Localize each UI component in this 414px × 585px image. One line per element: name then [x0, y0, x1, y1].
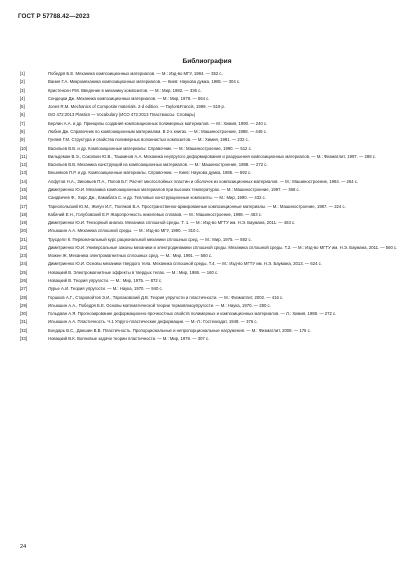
reference-text: Ильюшин А.А., Победря Б.Е. Основы математической теории термовязкоупругости. — М.: Наука, 1970. — 280 с. — [48, 302, 271, 308]
reference-number: [5] — [20, 104, 25, 110]
reference-item — [20, 220, 398, 226]
reference-list — [20, 71, 398, 344]
reference-number: [8] — [20, 128, 25, 134]
reference-text: ISO 472:2013 Plastics — Vocabulary (ИСО 472:2013 Пластмассы. Словарь) — [48, 112, 196, 118]
bibliography-title: Библиография — [182, 58, 232, 65]
reference-number: [15] — [20, 186, 28, 192]
reference-item — [20, 270, 398, 276]
reference-item — [20, 179, 398, 185]
reference-number: [30] — [20, 311, 28, 317]
reference-text: Победря Б.Е. Механика композиционных материалов. — М.: Изд-во МГУ, 1984. — 352 с. — [48, 71, 223, 76]
reference-item — [20, 245, 398, 251]
reference-item — [20, 278, 398, 284]
reference-text: Новацкий В. Теория упругости. — М.: Мир, 1975. — 872 с. — [48, 278, 163, 284]
reference-text: Лурье А.И. Теория упругости. — М.: Наука, 1970. — 940 с. — [48, 286, 163, 292]
reference-text: Новацкий В.К. Волновые задачи теории пластичности. — М.: Мир, 1978. — 307 с. — [48, 336, 210, 341]
reference-number: [23] — [20, 253, 28, 259]
reference-item — [20, 88, 398, 94]
reference-item — [20, 328, 398, 334]
reference-item — [20, 237, 398, 243]
reference-number: [16] — [20, 195, 28, 201]
reference-text: Гольдман А.Я. Прогнозирование деформационно-прочностных свойств полимерных и композиционных материалов. — Л.: Химия, 1988. — 272 с. — [48, 311, 337, 317]
reference-number: [29] — [20, 302, 28, 308]
reference-number: [18] — [20, 211, 28, 217]
reference-item — [20, 170, 398, 176]
reference-text: Ильюшин А.А. Пластичность. Ч.1 Упруго-пластические деформации. — М.-Л.: Гостехиздат, 1948. — 376 с. — [48, 319, 258, 325]
reference-text: Берлин А.А. и др. Принципы создания композиционных полимерных материалов. — М.: Химия, 1990. — 240 с. — [48, 120, 268, 126]
reference-item — [20, 96, 398, 102]
reference-number: [22] — [20, 244, 28, 250]
reference-text: Тарнопольский Ю.М., Жигун И.Г., Поляков В.А. Пространственно-армированные композиционные материалы. — М.: Машиностроение, 1987. — 224 с. — [48, 203, 346, 209]
reference-item — [20, 311, 398, 317]
reference-number: [26] — [20, 278, 28, 284]
reference-number: [2] — [20, 79, 25, 85]
reference-number: [10] — [20, 145, 28, 151]
reference-item — [20, 187, 398, 193]
reference-text: Трусделл К. Первоначальный курс рациональной механики сплошных сред. — М.: Мир, 1975. — 592 с. — [48, 236, 252, 242]
reference-number: [17] — [20, 203, 28, 209]
reference-text: Можен Ж. Механика электромагнитных сплошных сред. — М.: Мир, 1991. — 560 с. — [48, 253, 213, 259]
reference-number: [1] — [20, 71, 25, 76]
reference-item — [20, 253, 398, 259]
reference-item — [20, 195, 398, 201]
reference-number: [32] — [20, 327, 28, 333]
reference-text: Новацкий В. Электромагнитные эффекты в твердых телах. — М.: Мир, 1986. — 160 с. — [48, 269, 219, 275]
reference-text: Васильев В.В. Механика конструкций из композиционных материалов. — М.: Машиностроение, 1988. — 272 с. — [48, 162, 268, 168]
reference-text: Димитриенко Ю.И. Универсальные законы механики и электродинамики сплошной среды. Механика сплошной среды. Т.2. — М.: Изд-во МГТУ им. Н.Э. Баумана, 2011. — 560 с. — [48, 244, 398, 250]
reference-number: [25] — [20, 269, 28, 275]
page-number: 24 — [20, 544, 27, 550]
reference-text: Любин Дж. Справочник по композиционным материалам. В 2-х книгах. — М.: Машиностроение, 1988. — 448 с. — [48, 128, 268, 134]
reference-text: Кабачий Е.Н., Голубовский Е.Р. Жаропрочность никелевых сплавов. — М.: Машиностроение, 1998. — 463 с. — [48, 211, 263, 217]
reference-number: [3] — [20, 87, 25, 93]
reference-number: [31] — [20, 319, 28, 325]
reference-item — [20, 79, 398, 85]
reference-text: Бондарь В.С., Даншин В.В. Пластичность. Пропорциональные и непропорциональные нагружения. — М.: Физматлит, 2008. — 176 с. — [48, 327, 311, 333]
reference-item — [20, 204, 398, 210]
reference-text: Кристенсен Р.М. Введение в механику композитов. — М.: Мир, 1982. — 336 с. — [48, 87, 202, 93]
reference-item — [20, 295, 398, 301]
reference-text: Ванин Г.А. Микромеханика композиционных материалов. — Киев: Наукова думка, 1985. — 304 с. — [48, 79, 241, 85]
standard-header: ГОСТ Р 57788.42—2023 — [18, 13, 90, 20]
reference-item — [20, 212, 398, 218]
reference-item — [20, 303, 398, 309]
reference-number: [14] — [20, 178, 28, 184]
reference-text: Горшков А.Г., Старовойтов Э.И., Тарлаковский Д.В. Теория упругости и пластичности. — М.: Физматлит, 2002. — 416 с. — [48, 294, 284, 300]
reference-text: Вешняков П.Р. и др. Композиционные материалы. Справочник. — Киев: Наукова думка, 1985. — 592 с. — [48, 170, 252, 176]
reference-item — [20, 228, 398, 234]
reference-item — [20, 71, 398, 77]
reference-number: [6] — [20, 112, 25, 118]
reference-item — [20, 154, 398, 160]
reference-number: [19] — [20, 220, 28, 226]
reference-item — [20, 336, 398, 342]
reference-text: Сандвичев Ф., Хирс Дж., Камабата С. и др. Тепловые конструкционные композиты. — М.: Мир, 1990. — 432 с. — [48, 195, 266, 201]
reference-text: Вильдеман В.Э., Соколкин Ю.В., Ташкинов А.А. Механика неупругого деформирования и разрушения композиционных материалов. — М.: Физматлит, 1997. — 288 с. — [48, 153, 377, 159]
reference-number: [12] — [20, 162, 28, 168]
reference-text: Гуняев Г.М. Структура и свойства полимерных волокнистых композитов. — М.: Химия, 1981. — 232 с. — [48, 137, 249, 143]
reference-item — [20, 104, 398, 110]
reference-number: [4] — [20, 95, 25, 101]
reference-number: [28] — [20, 294, 28, 300]
reference-text: Алфутов Н.А., Зиновьев П.А., Попов Б.Г. Расчет многослойных пластин и оболочек из композиционных материалов. — М.: Машиностроение, 1984. — 264 с. — [48, 178, 359, 184]
reference-item — [20, 261, 398, 267]
reference-number: [33] — [20, 336, 28, 341]
reference-item — [20, 146, 398, 152]
reference-item — [20, 286, 398, 292]
reference-number: [13] — [20, 170, 28, 176]
reference-item — [20, 162, 398, 168]
reference-text: Димитриенко Ю.И. Тензорный анализ. Механика сплошной среды. Т. 1. — М.: Изд-во МГТУ им. Н.Э. Баумана, 2011. — 463 с. — [48, 220, 296, 226]
reference-item — [20, 121, 398, 127]
reference-number: [7] — [20, 120, 25, 126]
reference-number: [20] — [20, 228, 28, 234]
reference-number: [11] — [20, 153, 27, 159]
reference-text: Димитриенко Ю.И. Механика композиционных материалов при высоких температурах. — М.: Машиностроение, 1997. — 368 с. — [48, 186, 300, 192]
reference-number: [27] — [20, 286, 28, 292]
reference-text: Сендецки Дж. Механика композиционных материалов. — М.: Мир, 1978. — 564 с. — [48, 95, 210, 101]
reference-text: Jones R.M. Mechanics of Composite materials. 2-d edition. — Taylor&Francis, 1999. — 519 p. — [48, 104, 226, 110]
reference-item — [20, 129, 398, 135]
reference-item — [20, 137, 398, 143]
reference-text: Димитриенко Ю.И. Основы механики твердого тела. Механика сплошной среды. Т.4. — М.: Изд-во МГТУ им. Н.Э. Баумана, 2013. — 624 с. — [48, 261, 322, 267]
reference-item — [20, 112, 398, 118]
reference-number: [21] — [20, 236, 28, 242]
reference-number: [9] — [20, 137, 25, 143]
reference-text: Васильев В.В. и др. Композиционные материалы: Справочник. — М.: Машиностроение, 1990. — 512 с. — [48, 145, 252, 151]
reference-number: [24] — [20, 261, 28, 267]
reference-text: Ильюшин А.А. Механика сплошной среды. — М.: Изд-во МГУ, 1990. — 310 с. — [48, 228, 200, 234]
reference-item — [20, 319, 398, 325]
